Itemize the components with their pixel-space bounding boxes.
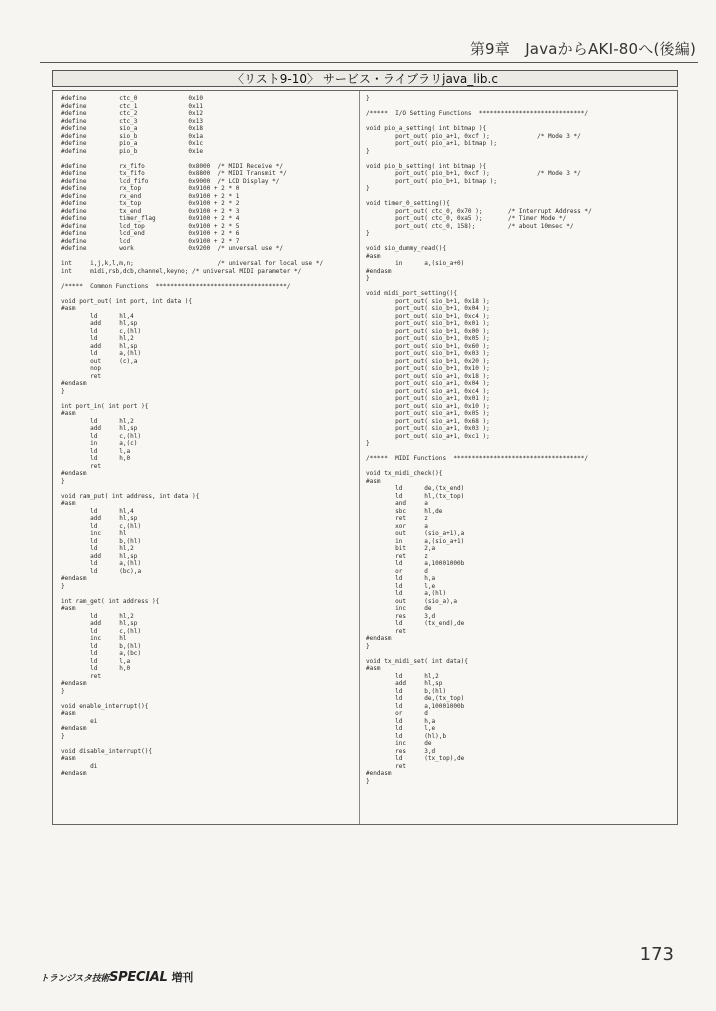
code-line: int i,j,k,l,m,n; /* universal for local use */ [61,260,324,267]
code-line: ld a,(hl) [61,350,142,357]
code-line: /***** I/O Setting Functions *****************************/ [366,110,589,117]
code-line: void timer_0_setting(){ [366,200,450,207]
listing-title: 〈リスト9-10〉 サービス・ライブラリjava_lib.c [52,70,678,87]
code-line: port_out( sio_b+1, 0x18 ); [366,297,490,305]
code-line: #define pio_b 0x1e [61,147,203,155]
code-column-right [366,95,672,785]
code-line: } [366,642,370,650]
code-line: void ram_put( int address, int data ){ [61,492,200,500]
code-line: void pio_a_setting( int bitmap ){ [366,125,487,132]
logo-main: SPECIAL [109,970,168,985]
code-line: inc de [366,740,432,747]
code-line: port_out( sio_a+1, 0x04 ); [366,380,490,387]
code-line: } [366,147,370,155]
code-line: void midi_port_setting(){ [366,290,458,297]
code-line [61,740,355,748]
code-line: ld (tx_top),de [366,755,465,762]
code-line: void pio_b_setting( int bitmap ){ [366,162,487,170]
code-line: ld (tx_end),de [366,620,465,627]
code-line: ld l,e [366,582,436,590]
code-line: ld h,0 [61,455,131,462]
code-line: #define tx_top 0x9100 + 2 * 2 [61,200,240,207]
code-line: #asm [61,500,76,507]
code-line: #asm [61,410,76,417]
code-line: add hl,sp [61,320,138,327]
code-line: ld l,a [61,447,131,455]
code-line [366,118,672,126]
code-line: di [61,762,98,770]
code-line: or d [366,567,428,575]
code-line [61,590,355,598]
code-line: int ram_get( int address ){ [61,597,160,605]
code-line [61,395,355,403]
header-rule [40,62,698,63]
column-divider [359,91,360,824]
code-line: ld h,a [366,575,436,582]
code-line: port_out( sio_b+1, 0x03 ); [366,350,490,357]
code-line [366,463,672,471]
code-line [61,290,355,298]
code-line: #endasm [61,725,87,732]
code-line: ret [61,372,102,380]
code-line: #define ctc_3 0x13 [61,117,203,125]
code-line: nop [61,365,102,372]
code-line [61,275,355,283]
code-line: #endasm [61,680,87,687]
code-line: add hl,sp [61,515,138,522]
code-line: port_out( sio_a+1, 0x03 ); [366,425,490,432]
code-line: #asm [61,305,76,312]
code-line: port_out( sio_b+1, 0x04 ); [366,305,490,312]
code-line: void tx_midi_set( int data){ [366,657,468,665]
code-line: ld c,(hl) [61,522,142,530]
code-line: } [366,275,370,282]
code-line: port_out( sio_a+1, 0xc1 ); [366,432,490,440]
code-line: port_out( sio_b+1, 0x01 ); [366,320,490,327]
code-line: #endasm [366,635,392,642]
code-line: } [366,777,370,785]
code-line: #asm [366,665,381,672]
page-number: 173 [639,944,674,965]
code-line: ld (hl),b [366,732,447,740]
code-listing [52,90,678,825]
code-line: ld h,a [366,717,436,725]
code-line: #define rx_top 0x9100 + 2 * 0 [61,185,240,192]
code-line: #define ctc_2 0x12 [61,110,203,117]
code-line: res 3,d [366,612,436,620]
code-line: #asm [61,710,76,717]
code-line [366,650,672,658]
code-line: inc de [366,605,432,612]
code-line: #define lcd 0x9100 + 2 * 7 [61,237,240,245]
code-line: #define lcd_end 0x9100 + 2 * 6 [61,230,240,237]
code-line: add hl,sp [61,620,138,627]
code-line: ld a,(hl) [366,590,447,597]
code-line [61,485,355,493]
code-line: int port_in( int port ){ [61,402,149,410]
code-line: #endasm [61,575,87,582]
code-line: ld hl,2 [61,335,134,342]
code-line: } [61,582,65,590]
code-column-left [61,95,355,778]
code-line: out (sio_a),a [366,597,458,605]
magazine-logo [40,969,193,985]
code-line: out (c),a [61,357,138,365]
code-line [366,283,672,291]
chapter-header: 第9章 JavaからAKI-80へ(後編) [469,40,696,58]
code-line: ld h,0 [61,665,131,672]
code-line: port_out( ctc_0, 158); /* about 10msec */ [366,222,574,230]
code-line: #endasm [366,770,392,777]
code-line: #endasm [366,267,392,275]
code-line: #endasm [61,380,87,387]
code-line: ld hl,2 [366,672,439,680]
code-line: } [61,687,65,695]
code-line: void enable_interrupt(){ [61,702,149,710]
code-line: #asm [61,605,76,612]
code-line [366,193,672,201]
code-line: ld hl,(tx_top) [366,492,465,500]
code-line: ld hl,4 [61,507,134,515]
code-line: ld c,(hl) [61,627,142,635]
code-line: port_out( ctc_0, 0x70 ); /* Interrupt Address */ [366,207,592,215]
code-line: } [366,230,370,237]
code-line: port_out( sio_b+1, 0x10 ); [366,365,490,372]
code-line: } [366,185,370,192]
code-line: ld b,(hl) [61,642,142,650]
code-line: #define tx_end 0x9100 + 2 * 3 [61,207,240,215]
code-line: port_out( sio_a+1, 0x05 ); [366,410,490,417]
code-line: xor a [366,522,428,530]
code-line: ld l,e [366,725,436,732]
code-line: ld de,(tx_top) [366,695,465,702]
code-line: out (sio_a+1),a [366,530,465,537]
code-line: ret [366,762,407,770]
code-line: res 3,d [366,747,436,755]
code-line [366,103,672,111]
code-line: ret [61,672,102,680]
code-line: ld de,(tx_end) [366,485,465,492]
code-line: ld a,10001000b [366,560,465,567]
code-line: #asm [366,477,381,485]
code-line: sbc hl,de [366,507,443,515]
code-line [366,448,672,456]
code-line: port_out( pio_a+1, bitmap ); [366,140,498,147]
code-line: void tx_midi_check(){ [366,470,443,477]
code-line: ld a,(hl) [61,560,142,567]
code-line: port_out( pio_a+1, 0xcf ); /* Mode 3 */ [366,132,581,140]
code-line: ret z [366,515,428,522]
code-line: port_out( sio_b+1, 0x05 ); [366,335,490,342]
code-line [61,253,355,261]
code-line: port_out( sio_a+1, 0x18 ); [366,372,490,380]
code-line: port_out( sio_b+1, 0x20 ); [366,357,490,365]
code-line: port_out( sio_a+1, 0x01 ); [366,395,490,402]
code-line: bit 2,a [366,545,436,552]
code-line: ret z [366,552,428,560]
code-line: int midi,rsb,dcb,channel,keyno; /* universal MIDI parameter */ [61,267,302,275]
code-line: #define lcd_top 0x9100 + 2 * 5 [61,222,240,230]
code-line: add hl,sp [61,342,138,350]
code-line: #endasm [61,470,87,477]
code-line: add hl,sp [61,425,138,432]
code-line: ret [61,462,102,470]
code-line: #endasm [61,770,87,777]
code-line: ld b,(hl) [61,537,142,545]
code-line: ld a,(bc) [61,650,142,657]
code-line: port_out( sio_a+1, 0x68 ); [366,417,490,425]
code-line: port_out( sio_a+1, 0x10 ); [366,402,490,410]
code-line: /***** MIDI Functions ************************************/ [366,455,589,462]
code-line: #define lcd_fifo 0x9000 /* LCD Display */ [61,177,280,185]
code-line: ei [61,717,98,725]
code-line: #define ctc_0 0x10 [61,95,203,102]
code-line: ld hl,2 [61,612,134,620]
code-line: #define pio_a 0x1c [61,140,203,147]
code-line: #asm [61,755,76,762]
code-line: ret [366,627,407,635]
code-line: port_out( sio_b+1, 0x00 ); [366,327,490,335]
code-line: ld (bc),a [61,567,142,575]
code-line: port_out( sio_b+1, 0x60 ); [366,342,490,350]
code-line: port_out( pio_b+1, 0xcf ); /* Mode 3 */ [366,170,581,177]
code-line: ld l,a [61,657,131,665]
code-line: void disable_interrupt(){ [61,747,153,755]
code-line [366,155,672,163]
code-line: and a [366,500,428,507]
code-line: #define timer_flag 0x9100 + 2 * 4 [61,215,240,222]
code-line [366,238,672,246]
code-line: port_out( ctc_0, 0xa5 ); /* Timer Mode */ [366,215,567,222]
code-line: #define tx_fifo 0x8800 /* MIDI Transmit */ [61,170,287,177]
code-line: } [61,477,65,485]
code-line: } [61,387,65,395]
code-line: ld c,(hl) [61,432,142,440]
code-line: or d [366,710,428,717]
code-line: void sio_dummy_read(){ [366,245,447,252]
code-line: port_out( sio_a+1, 0xc4 ); [366,387,490,395]
code-line [61,155,355,163]
code-line: ld b,(hl) [366,687,447,695]
code-line: } [366,95,370,102]
code-line: inc hl [61,635,127,642]
code-line: ld a,10001000b [366,702,465,710]
code-line [61,695,355,703]
code-line: #asm [366,252,381,260]
code-line: void port_out( int port, int data ){ [61,297,193,305]
code-line: ld hl,4 [61,312,134,320]
logo-prefix: トランジスタ技術 [40,974,110,984]
code-line: #define ctc_1 0x11 [61,102,203,110]
code-line: ld hl,2 [61,417,134,425]
code-line: ld hl,2 [61,545,134,552]
code-line: ld c,(hl) [61,327,142,335]
code-line: } [61,732,65,740]
code-line: add hl,sp [366,680,443,687]
logo-suffix: 増刊 [171,971,193,984]
code-line: in a,(c) [61,440,138,447]
code-line: #define rx_fifo 0x8000 /* MIDI Receive */ [61,162,284,170]
code-line: } [366,440,370,447]
code-line: in a,(sio_a+0) [366,260,465,267]
code-line: in a,(sio_a+1) [366,537,465,545]
code-line: #define sio_a 0x18 [61,125,203,132]
code-line: #define sio_b 0x1a [61,132,203,140]
code-line: port_out( pio_b+1, bitmap ); [366,177,498,185]
code-line: inc hl [61,530,127,537]
code-line: port_out( sio_b+1, 0xc4 ); [366,312,490,320]
code-line: add hl,sp [61,552,138,560]
code-line: #define rx_end 0x9100 + 2 * 1 [61,192,240,200]
code-line: #define work 0x9200 /* unversal use */ [61,245,284,252]
code-line: /***** Common Functions ************************************/ [61,282,291,290]
